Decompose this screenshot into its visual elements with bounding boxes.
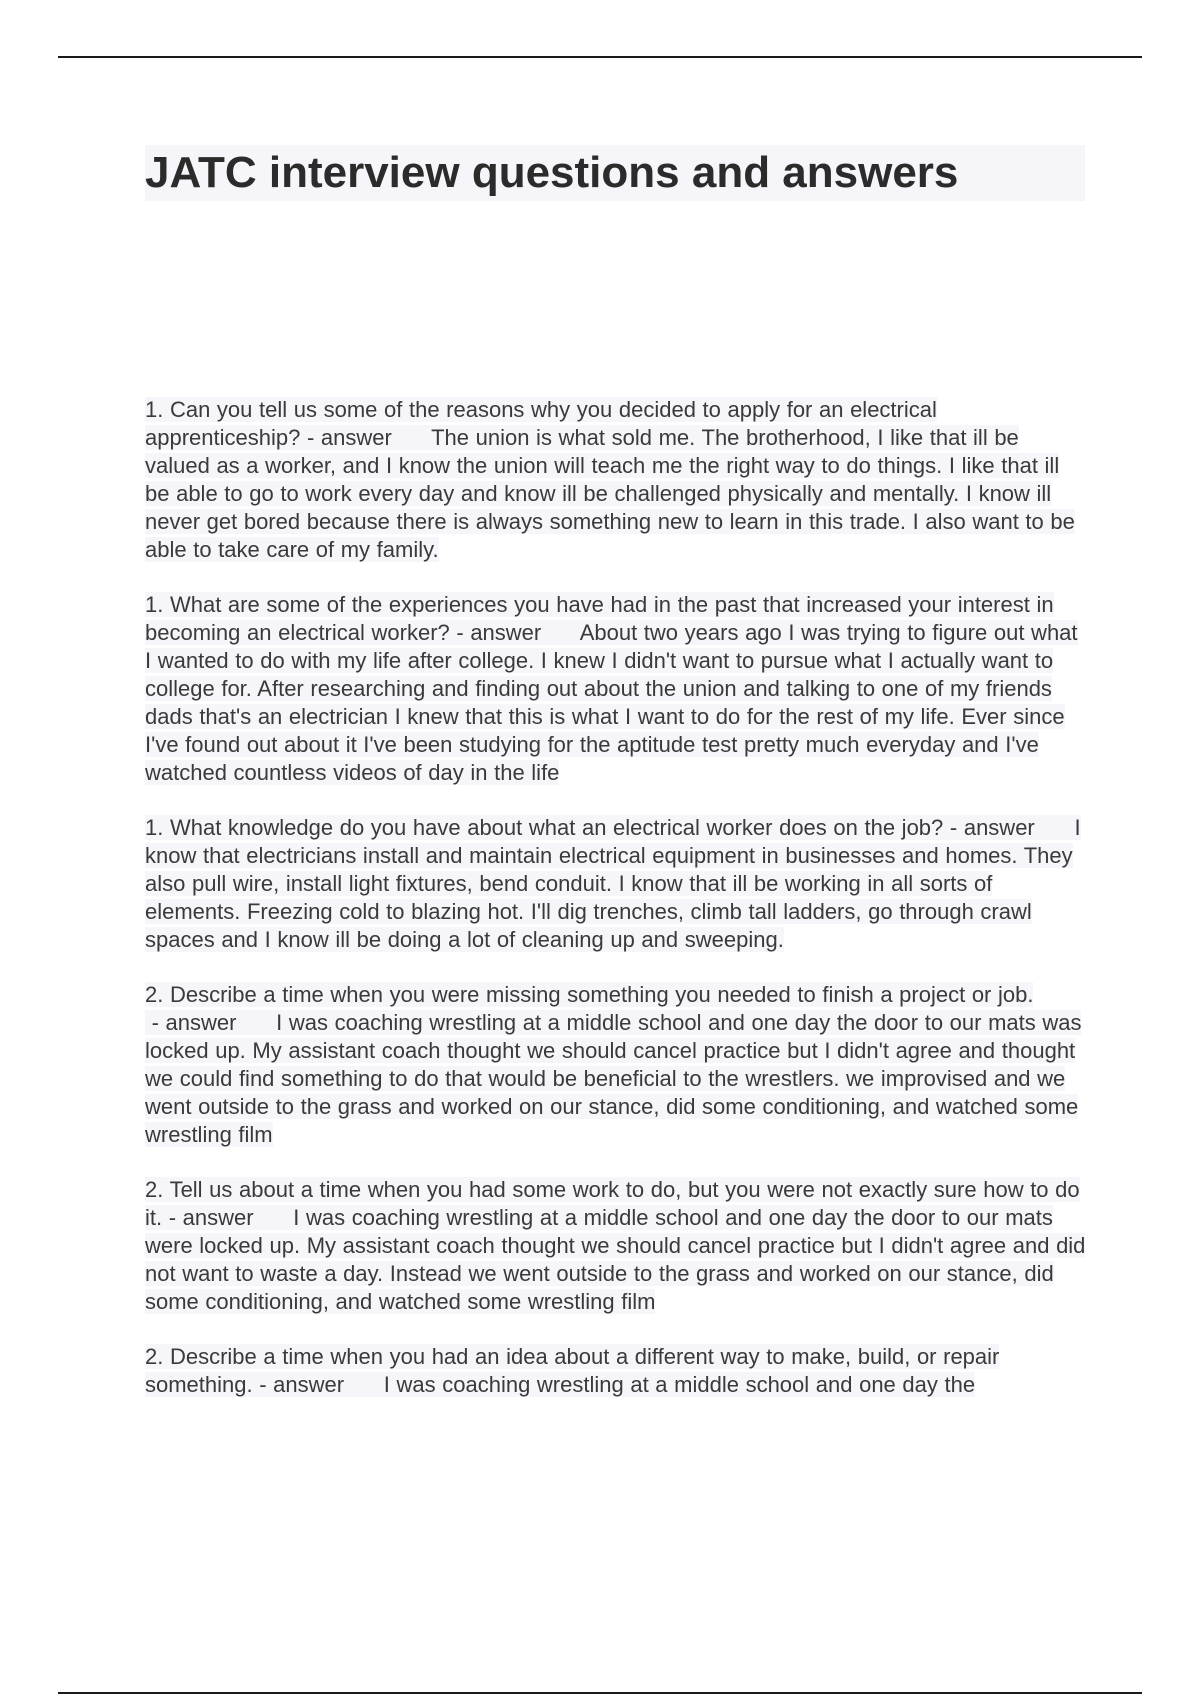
- question-text: 1. What knowledge do you have about what an electrical worker does on the job?: [145, 815, 944, 840]
- qa-text: [145, 592, 1078, 785]
- document-title: JATC interview questions and answers: [145, 148, 959, 197]
- answer-separator: - answer: [252, 1372, 384, 1397]
- qa-text: [145, 815, 1081, 952]
- qa-list: [145, 396, 1090, 1426]
- qa-text: [145, 1177, 1085, 1314]
- qa-text: [145, 1344, 999, 1397]
- answer-separator: - answer: [300, 425, 432, 450]
- qa-entry: [145, 1343, 1090, 1399]
- answer-text: I was coaching wrestling at a middle school and one day the door to our mats was locked up. My assistant coach thought we should cancel practice but I didn't agree and thought we could find something to do that would be beneficial to the wrestlers. we improvised and we went outside to the grass and worked on our stance, did some conditioning, and watched some wrestling film: [145, 1010, 1082, 1147]
- footer-rule: [58, 1692, 1142, 1694]
- answer-separator: - answer: [449, 620, 580, 645]
- qa-entry: [145, 591, 1090, 787]
- qa-entry: [145, 1176, 1090, 1316]
- question-text: 1. What are some of the experiences you have had in the past that increased your interest in becoming an electrical worker?: [145, 592, 1054, 645]
- answer-text: I was coaching wrestling at a middle school and one day the door to our mats were locked up. My assistant coach thought we should cancel practice but I didn't agree and did not want to waste a day. Instead we went outside to the grass and worked on our stance, did some conditioning, and watched some wrestling film: [145, 1205, 1086, 1314]
- qa-text: [145, 397, 1075, 562]
- answer-separator: - answer: [943, 815, 1075, 840]
- answer-separator: - answer: [162, 1205, 294, 1230]
- question-text: 2. Describe a time when you had an idea about a different way to make, build, or repair something.: [145, 1344, 1000, 1397]
- header-rule: [58, 56, 1142, 58]
- qa-text: [145, 982, 1081, 1147]
- answer-text: I was coaching wrestling at a middle school and one day the: [383, 1372, 976, 1397]
- qa-entry: [145, 396, 1090, 564]
- answer-text: I know that electricians install and maintain electrical equipment in businesses and homes. They also pull wire, install light fixtures, bend conduit. I know that ill be working in all sorts of elements. Freezing cold to blazing hot. I'll dig trenches, climb tall ladders, go through crawl spaces and I know ill be doing a lot of cleaning up and sweeping.: [145, 815, 1081, 952]
- answer-separator: - answer: [145, 1010, 277, 1035]
- qa-entry: [145, 981, 1090, 1149]
- question-text: 1. Can you tell us some of the reasons why you decided to apply for an electrical apprenticeship?: [145, 397, 937, 450]
- qa-entry: [145, 814, 1090, 954]
- title-block: [145, 145, 1085, 201]
- question-text: 2. Tell us about a time when you had some work to do, but you were not exactly sure how to do it.: [145, 1177, 1080, 1230]
- question-text: 2. Describe a time when you were missing something you needed to finish a project or job.: [145, 982, 1034, 1007]
- answer-text: The union is what sold me. The brotherhood, I like that ill be valued as a worker, and I know the union will teach me the right way to do things. I like that ill be able to go to work every day and know ill be challenged physically and mentally. I know ill never get bored because there is always something new to learn in this trade. I also want to be able to take care of my family.: [145, 425, 1075, 562]
- answer-text: About two years ago I was trying to figure out what I wanted to do with my life after college. I knew I didn't want to pursue what I actually want to college for. After researching and finding out about the union and talking to one of my friends dads that's an electrician I knew that this is what I want to do for the rest of my life. Ever since I've found out about it I've been studying for the aptitude test pretty much everyday and I've watched countless videos of day in the life: [145, 620, 1078, 785]
